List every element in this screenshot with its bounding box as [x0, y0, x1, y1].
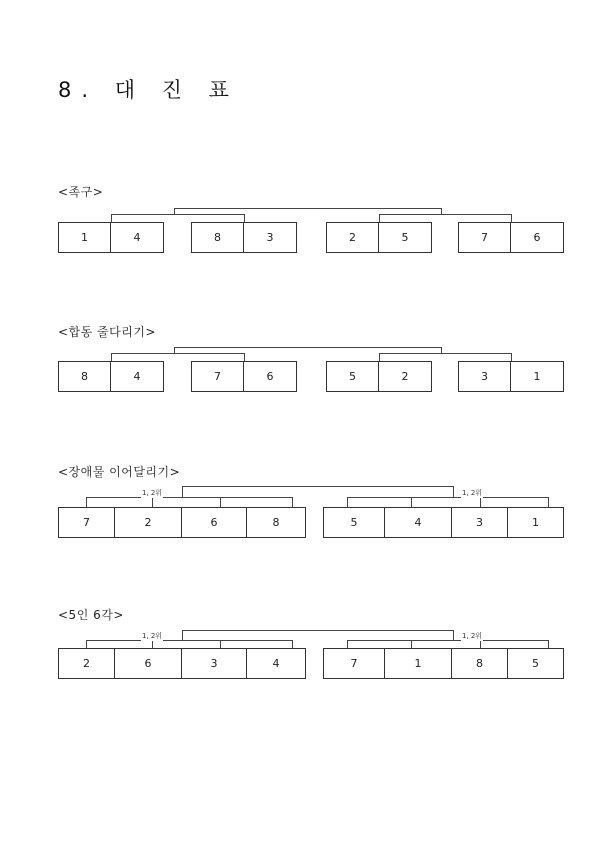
- rank-label-left: 1, 2위: [141, 489, 163, 497]
- team-cell: 5: [323, 507, 385, 538]
- team-cell: 6: [511, 222, 564, 253]
- team-cell: 4: [111, 361, 164, 392]
- team-cell: 4: [247, 648, 306, 679]
- team-cell: 3: [182, 648, 247, 679]
- team-cell: 6: [244, 361, 297, 392]
- match-group: [326, 222, 432, 253]
- team-cell: 7: [323, 648, 385, 679]
- team-cell: 3: [452, 507, 508, 538]
- team-cell: 2: [115, 507, 182, 538]
- match-group: [326, 361, 432, 392]
- team-cell: 6: [182, 507, 247, 538]
- match-group: [458, 222, 564, 253]
- match-group: [323, 507, 564, 538]
- team-cell: 1: [385, 648, 452, 679]
- team-cell: 4: [111, 222, 164, 253]
- team-cell: 5: [379, 222, 432, 253]
- match-group: [58, 507, 306, 538]
- team-cell: 7: [191, 361, 244, 392]
- team-cell: 1: [508, 507, 564, 538]
- team-cell: 5: [508, 648, 564, 679]
- team-cell: 7: [458, 222, 511, 253]
- rank-label-left: 1, 2위: [141, 632, 163, 640]
- section-label-foot-volleyball: <족구>: [58, 185, 104, 199]
- team-cell: 2: [58, 648, 115, 679]
- team-cell: 4: [385, 507, 452, 538]
- match-group: [191, 222, 297, 253]
- team-cell: 2: [326, 222, 379, 253]
- team-cell: 8: [191, 222, 244, 253]
- match-group: [191, 361, 297, 392]
- team-cell: 6: [115, 648, 182, 679]
- section-label-tug-of-war: <합동 줄다리기>: [58, 325, 156, 339]
- team-cell: 1: [511, 361, 564, 392]
- team-cell: 5: [326, 361, 379, 392]
- page-title: 8. 대 진 표: [58, 78, 239, 102]
- team-cell: 3: [244, 222, 297, 253]
- match-group: [58, 222, 164, 253]
- section-label-relay: <장애물 이어달리기>: [58, 465, 181, 479]
- team-cell: 3: [458, 361, 511, 392]
- match-group: [458, 361, 564, 392]
- team-cell: 8: [247, 507, 306, 538]
- team-cell: 1: [58, 222, 111, 253]
- team-cell: 8: [58, 361, 111, 392]
- match-group: [58, 648, 306, 679]
- rank-label-right: 1, 2위: [461, 632, 483, 640]
- section-label-five-person-six-legs: <5인 6각>: [58, 608, 124, 622]
- match-group: [58, 361, 164, 392]
- rank-label-right: 1, 2위: [461, 489, 483, 497]
- match-group: [323, 648, 564, 679]
- team-cell: 2: [379, 361, 432, 392]
- team-cell: 7: [58, 507, 115, 538]
- team-cell: 8: [452, 648, 508, 679]
